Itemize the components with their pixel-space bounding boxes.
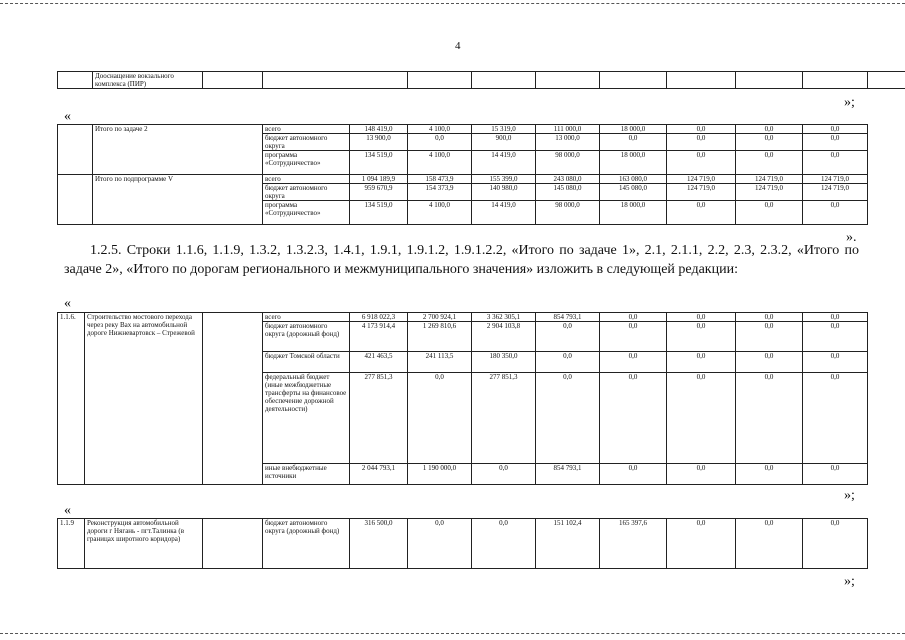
top-num-cell [58, 72, 93, 89]
page-top-edge [0, 3, 905, 4]
page-bottom-edge [0, 633, 905, 634]
table-row: федеральный бюджет (иные межбюджетные трансферты на финансовое обеспечение дорожной деятельности) 277 851,3 0,0 277 851,3 0,0 0,0 0,0 0,0 0,0 [58, 373, 905, 464]
close-quote-3: »; [844, 488, 855, 503]
open-quote-2: « [64, 296, 71, 311]
table-row: программа «Сотрудничество» 134 519,0 4 100,0 14 419,0 98 000,0 18 000,0 0,0 0,0 0,0 [58, 151, 905, 175]
page-number: 4 [455, 40, 461, 52]
close-quote-1: »; [844, 95, 855, 110]
row-119-number: 1.1.9 [58, 519, 85, 569]
table-row: бюджет Томской области 421 463,5 241 113,5 180 350,0 0,0 0,0 0,0 0,0 0,0 [58, 352, 905, 373]
table-row: бюджет автономного округа (дорожный фонд) 4 173 914,4 1 269 810,6 2 904 103,8 0,0 0,0 0,0 0,0 0,0 [58, 322, 905, 352]
open-quote-1: « [64, 109, 71, 124]
row-116-name: Строительство мостового перехода через реку Вах на автомобильной дороге Нижневартовск – Стрежевой [85, 313, 203, 485]
close-quote-2: ». [846, 230, 857, 245]
row-116-table [57, 312, 905, 485]
close-quote-4: »; [844, 574, 855, 589]
table-row: 1.1.6. Строительство мостового перехода через реку Вах на автомобильной дороге Нижневартовск – Стрежевой всего 6 918 022,3 2 700 924,1 3 362 305,1 854 793,1 0,0 0,0 0,0 0,0 [58, 313, 905, 322]
row-119-table [57, 518, 905, 569]
row-label-subprogram5: Итого по подпрограмме V [93, 175, 263, 225]
table-row: Итого по подпрограмме V всего 1 094 189,9 158 473,9 155 399,0 243 080,0 163 080,0 124 719,0 124 719,0 124 719,0 [58, 175, 905, 184]
row-label-task2: Итого по задаче 2 [93, 125, 263, 175]
table-row: программа «Сотрудничество» 134 519,0 4 100,0 14 419,0 98 000,0 18 000,0 0,0 0,0 0,0 [58, 201, 905, 225]
amendment-paragraph: 1.2.5. Строки 1.1.6, 1.1.9, 1.3.2, 1.3.2.3, 1.4.1, 1.9.1, 1.9.1.2, 1.9.1.2.2, «Итого по задаче 1», 2.1, 2.1.1, 2.2, 2.3, 2.3.2, «Итого по задаче 2», «Итого по дорогам регионального и межмуниципального значения» изложить в следующей редакции: [64, 243, 859, 277]
row-119-name: Реконструкция автомобильной дороги г Нягань - пгт.Талинка (в границах широтного коридора) [85, 519, 203, 569]
top-name-cell: Дооснащение вокзального комплекса (ПИР) [93, 72, 203, 89]
table-row: 1.1.9 Реконструкция автомобильной дороги г Нягань - пгт.Талинка (в границах широтного коридора) бюджет автономного округа (дорожный фонд) 316 500,0 0,0 0,0 151 102,4 165 397,6 0,0 0,0 0,0 [58, 519, 905, 569]
row-116-number: 1.1.6. [58, 313, 85, 485]
table-row: бюджет автономного округа 959 670,9 154 373,9 140 980,0 145 080,0 145 080,0 124 719,0 124 719,0 124 719,0 [58, 184, 905, 201]
table-row: иные внебюджетные источники 2 044 793,1 1 190 000,0 0,0 854 793,1 0,0 0,0 0,0 0,0 [58, 464, 905, 485]
table-row: Итого по задаче 2 всего 148 419,0 4 100,0 15 319,0 111 000,0 18 000,0 0,0 0,0 0,0 [58, 125, 905, 134]
top-fragment-table [57, 71, 905, 89]
totals-table [57, 124, 905, 225]
open-quote-3: « [64, 503, 71, 518]
table-row: бюджет автономного округа 13 900,0 0,0 900,0 13 000,0 0,0 0,0 0,0 0,0 [58, 134, 905, 151]
